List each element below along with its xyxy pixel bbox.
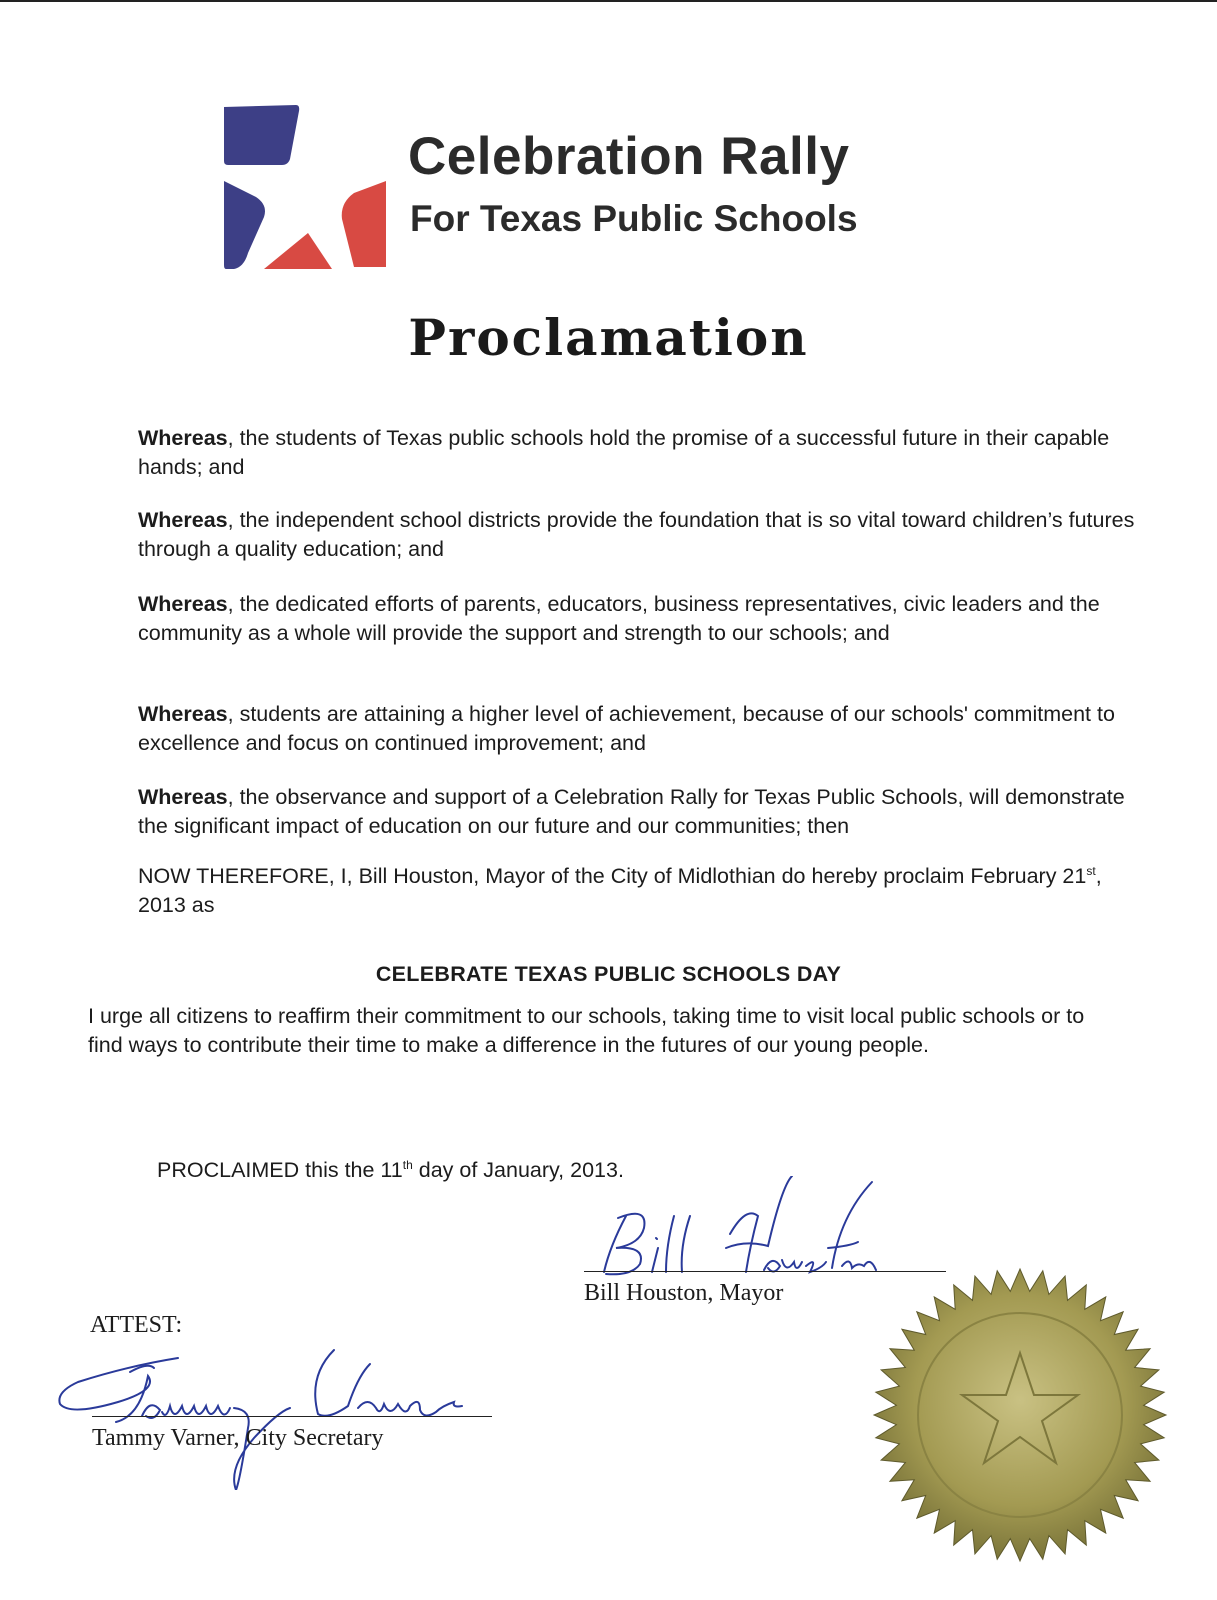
whereas-paragraph bbox=[84, 506, 1150, 564]
date-suffix: st bbox=[1086, 863, 1096, 878]
logo-blue-upper-shape bbox=[224, 105, 299, 165]
whereas-text: , the dedicated efforts of parents, educators, business representatives, civic leaders and the community as a whole will provide the support and strength to our schools; and bbox=[138, 592, 1100, 645]
whereas-text: , students are attaining a higher level of achievement, because of our schools' commitment to excellence and focus on continued improvement; and bbox=[138, 702, 1115, 755]
logo-red-center-shape bbox=[264, 233, 332, 269]
whereas-paragraph bbox=[84, 424, 1150, 482]
proclaimed-text: PROCLAIMED this the 11 bbox=[157, 1158, 403, 1182]
proclamation-text-end: , 2013 as bbox=[138, 864, 1102, 917]
whereas-text: , the observance and support of a Celebration Rally for Texas Public Schools, will demonstrate the significant impact of education on our future and our communities; then bbox=[138, 785, 1125, 838]
secretary-signature-line bbox=[92, 1416, 492, 1417]
urge-paragraph: I urge all citizens to reaffirm their commitment to our schools, taking time to visit local public schools or to find ways to contribute their time to make a difference in the futures of our young people. bbox=[88, 1004, 1085, 1057]
mayor-name-label: Bill Houston, Mayor bbox=[584, 1280, 784, 1306]
proclaimed-date-line bbox=[157, 1158, 624, 1183]
proclaimed-text-end: day of January, 2013. bbox=[412, 1158, 624, 1182]
proclamation-paragraph bbox=[84, 862, 1150, 920]
celebration-rally-logo bbox=[222, 103, 392, 275]
whereas-text: , the students of Texas public schools hold the promise of a successful future in their capable hands; and bbox=[138, 426, 1110, 479]
whereas-text: , the independent school districts provide the foundation that is so vital toward children’s futures through a quality education; and bbox=[138, 508, 1135, 561]
gold-seal bbox=[870, 1265, 1170, 1565]
day-name-heading: CELEBRATE TEXAS PUBLIC SCHOOLS DAY bbox=[375, 962, 842, 986]
whereas-lead: Whereas bbox=[138, 702, 228, 726]
secretary-signature bbox=[58, 1346, 498, 1490]
whereas-lead: Whereas bbox=[138, 508, 228, 532]
whereas-lead: Whereas bbox=[138, 426, 228, 450]
logo-subtitle: For Texas Public Schools bbox=[410, 198, 858, 239]
logo-title: Celebration Rally bbox=[408, 127, 850, 186]
whereas-paragraph bbox=[84, 700, 1150, 758]
secretary-name-label: Tammy Varner, City Secretary bbox=[92, 1425, 384, 1451]
proclamation-text: NOW THEREFORE, I, Bill Houston, Mayor of the City of Midlothian do hereby proclaim February 21 bbox=[138, 864, 1087, 888]
logo-red-right-shape bbox=[342, 181, 386, 267]
whereas-paragraph bbox=[84, 590, 1150, 648]
whereas-paragraph bbox=[84, 783, 1150, 841]
document-title: Proclamation bbox=[408, 308, 809, 367]
scan-edge bbox=[0, 0, 1217, 2]
whereas-lead: Whereas bbox=[138, 785, 228, 809]
whereas-lead: Whereas bbox=[138, 592, 228, 616]
mayor-signature bbox=[596, 1176, 896, 1286]
day-suffix: th bbox=[402, 1157, 413, 1172]
attest-label: ATTEST: bbox=[90, 1312, 183, 1338]
logo-blue-lower-shape bbox=[224, 181, 265, 269]
